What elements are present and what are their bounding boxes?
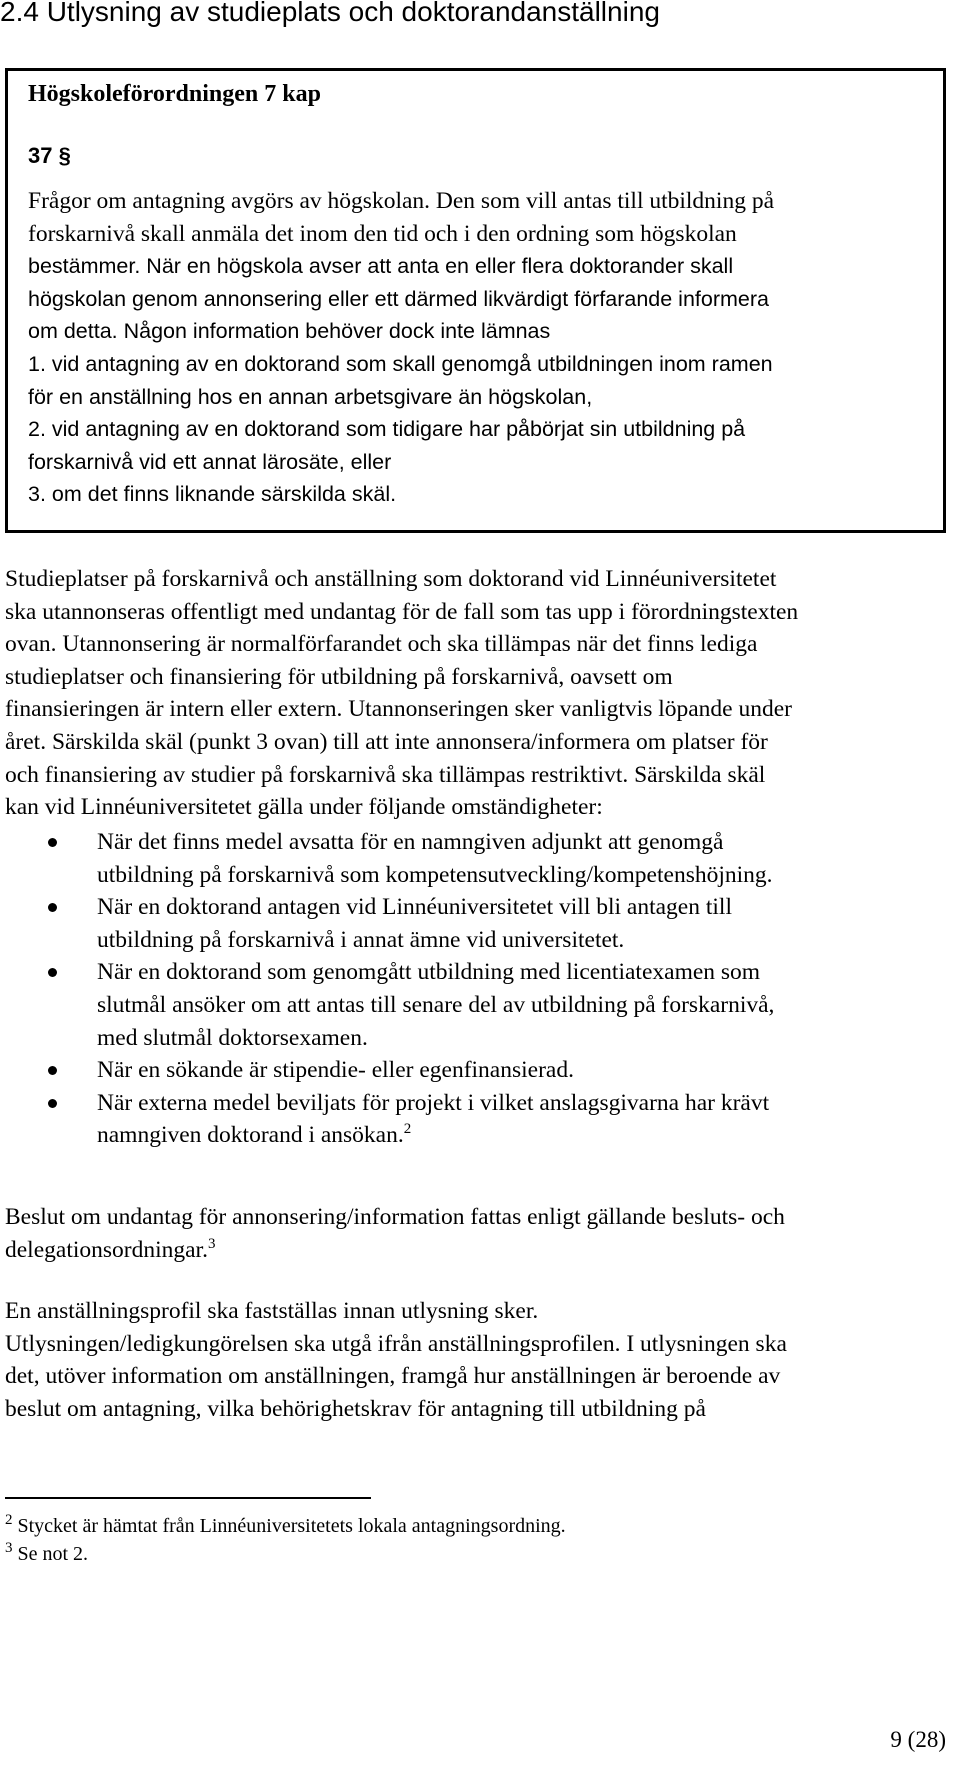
regulation-line: högskolan genom annonsering eller ett därmed likvärdigt förfarande informera [28, 286, 769, 311]
paragraph-line: året. Särskilda skäl (punkt 3 ovan) till att inte annonsera/informera om platser för [5, 728, 768, 755]
footnote-divider [5, 1497, 371, 1499]
list-item-line: utbildning på forskarnivå i annat ämne vid universitetet. [97, 926, 625, 953]
regulation-line: bestämmer. När en högskola avser att anta en eller flera doktorander skall [28, 254, 734, 279]
list-item [0, 956, 950, 1054]
regulation-line: Frågor om antagning avgörs av högskolan. Den som vill antas till utbildning på [28, 188, 775, 214]
footnote-text: Stycket är hämtat från Linnéuniversitetets lokala antagningsordning. [12, 1515, 566, 1537]
footnote-text: Se not 2. [12, 1543, 89, 1565]
paragraph-text: delegationsordningar. [5, 1236, 208, 1263]
paragraph-line: det, utöver information om anställningen, framgå hur anställningen är beroende av [5, 1363, 781, 1390]
regulation-line: 1. vid antagning av en doktorand som skall genomgå utbildningen inom ramen [28, 351, 773, 376]
bullet-icon [48, 1066, 57, 1075]
list-item-line: När en doktorand som genomgått utbildning med licentiatexamen som [97, 959, 761, 986]
paragraph-line: finansieringen är intern eller extern. Utannonseringen sker vanligtvis löpande under [5, 696, 792, 723]
regulation-title: Högskoleförordningen 7 kap [28, 81, 321, 107]
regulation-line: 2. vid antagning av en doktorand som tidigare har påbörjat sin utbildning på [28, 417, 746, 442]
paragraph-line: Beslut om undantag för annonsering/information fattas enligt gällande besluts- och [5, 1204, 785, 1230]
regulation-line: för en anställning hos en annan arbetsgivare än högskolan, [28, 384, 593, 409]
list-item [0, 826, 950, 891]
paragraph-line: Studieplatser på forskarnivå och anställning som doktorand vid Linnéuniversitetet [5, 566, 777, 592]
list-item [0, 891, 950, 956]
regulation-line: forskarnivå skall anmäla det inom den tid och i den ordning som högskolan [28, 220, 737, 247]
footnote-ref[interactable]: 2 [403, 1121, 412, 1138]
paragraph-line: studieplatser och finansiering för utbildning på forskarnivå, oavsett om [5, 663, 673, 690]
footnote-number: 2 [5, 1512, 13, 1528]
list-item-line: utbildning på forskarnivå som kompetensutveckling/kompetenshöjning. [97, 861, 773, 888]
footnote-ref[interactable]: 3 [207, 1235, 216, 1252]
list-item-line: slutmål ansöker om att antas till senare del av utbildning på forskarnivå, [97, 991, 775, 1018]
regulation-text [28, 185, 938, 511]
paragraph-1 [5, 563, 955, 824]
list-item-line: När en doktorand antagen vid Linnéuniversitetet vill bli antagen till [97, 894, 732, 921]
list-item-line: När externa medel beviljats för projekt i vilket anslagsgivarna har krävt [97, 1089, 770, 1116]
regulation-line: forskarnivå vid ett annat lärosäte, eller [28, 449, 392, 474]
list-item-line: När en sökande är stipendie- eller egenfinansierad. [97, 1057, 574, 1084]
paragraph-number-value: 37 [28, 143, 53, 168]
page-number: 9 (28) [890, 1727, 946, 1752]
regulation-box [5, 68, 946, 533]
paragraph-symbol: § [58, 143, 71, 168]
list-item-line: med slutmål doktorsexamen. [97, 1024, 368, 1051]
bullet-icon [48, 903, 57, 912]
paragraph-line: Utlysningen/ledigkungörelsen ska utgå ifrån anställningsprofilen. I utlysningen ska [5, 1330, 787, 1357]
regulation-line: 3. om det finns liknande särskilda skäl. [28, 482, 397, 507]
paragraph-2 [5, 1201, 955, 1266]
paragraph-line: kan vid Linnéuniversitetet gälla under följande omständigheter: [5, 794, 603, 821]
bullet-icon [48, 968, 57, 977]
bullet-icon [48, 838, 57, 847]
paragraph-line: beslut om antagning, vilka behörighetskrav för antagning till utbildning på [5, 1395, 706, 1422]
footnotes [5, 1512, 566, 1568]
list-item [0, 1054, 950, 1087]
paragraph-line: En anställningsprofil ska fastställas innan utlysning sker. [5, 1298, 539, 1324]
footnote-number: 3 [5, 1540, 13, 1556]
footnote [5, 1512, 566, 1540]
list-item-text: namngiven doktorand i ansökan. [97, 1122, 404, 1149]
paragraph-line: ovan. Utannonsering är normalförfarandet och ska tillämpas när det finns lediga [5, 631, 758, 658]
section-heading: 2.4 Utlysning av studieplats och doktorandanställning [0, 0, 660, 27]
list-item-line: När det finns medel avsatta för en namngiven adjunkt att genomgå [97, 829, 724, 855]
list-item-line [97, 1119, 950, 1152]
bullet-list [0, 826, 950, 1152]
paragraph-line: ska utannonseras offentligt med undantag för de fall som tas upp i förordningstexten [5, 598, 799, 625]
paragraph-line: och finansiering av studier på forskarnivå ska tillämpas restriktivt. Särskilda skäl [5, 761, 766, 788]
footnote [5, 1540, 566, 1568]
regulation-line: om detta. Någon information behöver dock inte lämnas [28, 319, 551, 344]
list-item [0, 1087, 950, 1152]
paragraph-3 [5, 1295, 955, 1425]
paragraph-number [28, 143, 71, 169]
paragraph-line [5, 1234, 955, 1267]
bullet-icon [48, 1099, 57, 1108]
